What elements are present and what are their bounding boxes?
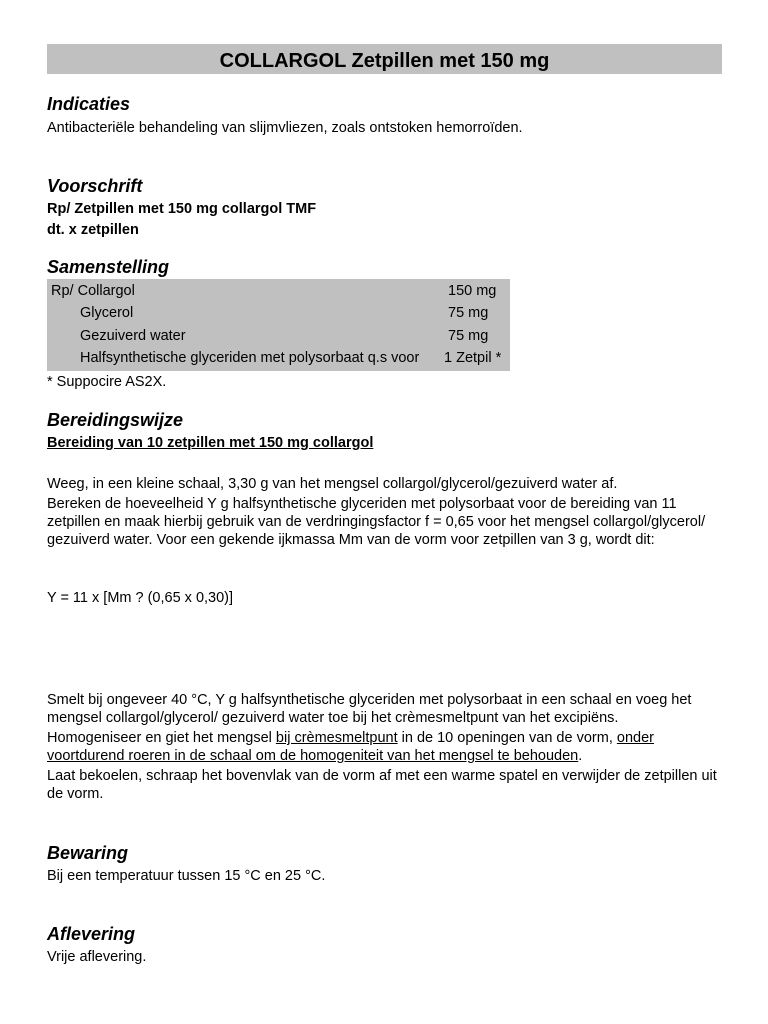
composition-table (47, 279, 510, 371)
bewaring-text: Bij een temperatuur tussen 15 °C en 25 °C. (47, 868, 326, 884)
aflevering-text: Vrije aflevering. (47, 949, 147, 965)
ingredient-quantity: 150 mg (448, 283, 497, 299)
ingredient-name: Gezuiverd water (80, 328, 186, 344)
bereiding-subheading: Bereiding van 10 zetpillen met 150 mg collargol (47, 435, 374, 451)
ingredient-name: Glycerol (80, 305, 134, 321)
bereiding-formula: Y = 11 x [Mm ? (0,65 x 0,30)] (47, 590, 234, 606)
ingredient-name: Rp/ Collargol (51, 283, 135, 299)
voorschrift-line-2: dt. x zetpillen (47, 222, 139, 238)
ingredient-name: Halfsynthetische glyceriden met polysorbaat q.s voor (80, 350, 420, 366)
voorschrift-line-1: Rp/ Zetpillen met 150 mg collargol TMF (47, 201, 317, 217)
voorschrift-heading: Voorschrift (47, 176, 143, 196)
aflevering-heading: Aflevering (47, 924, 136, 944)
bereiding-step-homogenize: Homogeniseer en giet het mengsel bij crèmesmeltpunt in de 10 openingen van de vorm, onder voortdurend roeren in de schaal om de homogeniteit van het mengsel te behouden. (47, 730, 654, 764)
composition-row (47, 325, 510, 347)
ingredient-quantity: 1 Zetpil * (444, 350, 502, 366)
bereiding-step-cool: Laat bekoelen, schraap het bovenvlak van de vorm af met een warme spatel en verwijder de zetpillen uit de vorm. (47, 768, 717, 802)
page-title: COLLARGOL Zetpillen met 150 mg (47, 44, 722, 74)
bewaring-heading: Bewaring (47, 843, 129, 863)
indicaties-text: Antibacteriële behandeling van slijmvliezen, zoals ontstoken hemorroïden. (47, 120, 523, 136)
ingredient-quantity: 75 mg (448, 328, 489, 344)
composition-row (47, 280, 510, 302)
composition-row (47, 302, 510, 324)
samenstelling-heading: Samenstelling (47, 257, 170, 277)
bereiding-step-weigh: Weeg, in een kleine schaal, 3,30 g van het mengsel collargol/glycerol/gezuiverd water af. (47, 476, 618, 492)
ingredient-quantity: 75 mg (448, 305, 489, 321)
bereiding-step-melt: Smelt bij ongeveer 40 °C, Y g halfsynthetische glyceriden met polysorbaat in een schaal en voeg het mengsel collargol/glycerol/ gezuiverd water toe bij het crèmesmeltpunt van het excipiëns. (47, 692, 692, 726)
bereiding-step-calculate: Bereken de hoeveelheid Y g halfsynthetische glyceriden met polysorbaat voor de bereiding van 11 zetpillen en maak hierbij gebruik van de verdringingsfactor f = 0,65 voor het mengsel collargol/glycerol/ gezuiverd water. Voor een gekende ijkmassa Mm van de vorm voor zetpillen van 3 g, wordt dit: (47, 496, 706, 548)
indicaties-heading: Indicaties (47, 94, 131, 114)
composition-row (47, 347, 510, 369)
bereidingswijze-heading: Bereidingswijze (47, 410, 184, 430)
composition-footnote: * Suppocire AS2X. (47, 374, 167, 390)
